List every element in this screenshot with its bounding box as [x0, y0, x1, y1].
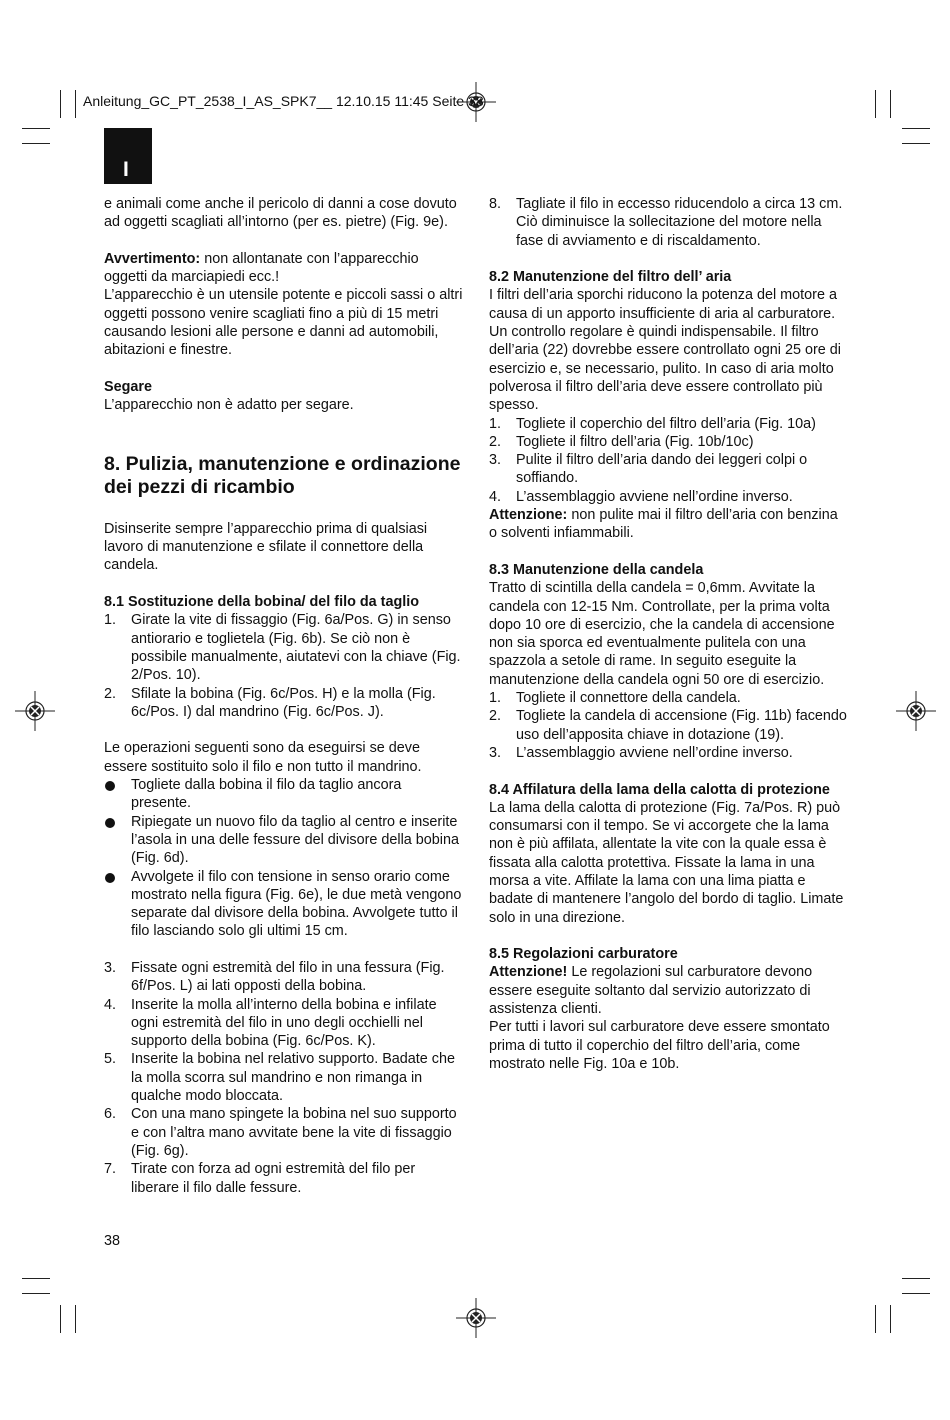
- right-column: [489, 195, 849, 1073]
- list-number: 3.: [489, 452, 502, 469]
- list-text: Girate la vite di fissaggio (Fig. 6a/Pos. G) in senso antiorario e toglietela (Fig. 6b). Se ciò non è possibile manualmente, aiutatevi con la chiave (Fig. 2/Pos. 10).: [131, 612, 461, 684]
- warning-paragraph: [104, 250, 464, 287]
- list-text: Togliete dalla bobina il filo da taglio ancora presente.: [131, 777, 402, 812]
- paragraph: Disinserite sempre l’apparecchio prima di qualsiasi lavoro di manutenzione e sfilate il connettore della candela.: [104, 520, 428, 574]
- list-item: [489, 488, 849, 506]
- subheading-8-4: 8.4 Affilatura della lama della calotta di protezione: [489, 781, 830, 798]
- crop-mark: [875, 1305, 876, 1333]
- crop-mark: [890, 90, 891, 118]
- list-number: 1.: [489, 690, 502, 707]
- list-item: [489, 707, 849, 744]
- list-number: 1.: [489, 415, 502, 432]
- caution-paragraph: [489, 506, 849, 543]
- numbered-list: [104, 611, 464, 721]
- list-text: Fissate ogni estremità del filo in una fessura (Fig. 6f/Pos. L) ai lati opposti della bobina.: [131, 959, 445, 995]
- numbered-list: [489, 689, 849, 762]
- list-number: 4.: [489, 488, 502, 505]
- left-column: [104, 195, 464, 1197]
- caution-text: non pulite mai il filtro dell’aria con benzina o solventi infiammabili.: [489, 507, 838, 542]
- numbered-list: [489, 415, 849, 506]
- crop-mark: [902, 128, 930, 129]
- list-item: [104, 776, 464, 813]
- list-item: [489, 433, 849, 451]
- crop-mark: [60, 90, 61, 118]
- caution-text: Le regolazioni sul carburatore devono essere eseguite soltanto dal servizio autorizzato di assistenza clienti.: [489, 964, 813, 1018]
- list-item: [104, 868, 464, 941]
- list-number: 1.: [104, 612, 117, 629]
- page-number: 38: [104, 1233, 121, 1249]
- list-text: Inserite la molla all’interno della bobina e infilate ogni estremità del filo in uno degli occhielli nel supporto della bobina (Fig. 6c/Pos. K).: [131, 996, 437, 1050]
- list-item: [489, 195, 849, 250]
- list-item: [104, 813, 464, 868]
- numbered-list: [104, 959, 464, 1197]
- list-item: [104, 1050, 464, 1105]
- list-text: Tirate con forza ad ogni estremità del filo per liberare il filo dalle fessure.: [131, 1161, 416, 1196]
- crosshair-circle-icon: [896, 691, 936, 731]
- list-text: Sfilate la bobina (Fig. 6c/Pos. H) e la molla (Fig. 6c/Pos. I) dal mandrino (Fig. 6c/Pos. J).: [131, 685, 436, 720]
- crosshair-circle-icon: [15, 691, 55, 731]
- crop-mark: [60, 1305, 61, 1333]
- list-item: [489, 451, 849, 488]
- subheading-8-1: 8.1 Sostituzione della bobina/ del filo da taglio: [104, 594, 420, 611]
- bullet-list: [104, 776, 464, 941]
- list-number: 2.: [489, 433, 502, 450]
- list-item: [104, 1105, 464, 1160]
- list-text: Inserite la bobina nel relativo supporto. Badate che la molla scorra sul mandrino e non rimanga in qualche modo bloccata.: [131, 1051, 456, 1105]
- crop-mark: [75, 1305, 76, 1333]
- list-text: Tagliate il filo in eccesso riducendolo a circa 13 cm. Ciò diminuisce la sollecitazione del motore nella fase di avviamento e di riscaldamento.: [516, 196, 843, 249]
- section-8-heading: 8. Pulizia, manutenzione e ordinazione dei pezzi di ricambio: [104, 452, 461, 499]
- numbered-list: [489, 195, 849, 250]
- list-number: 4.: [104, 996, 117, 1013]
- list-number: 7.: [104, 1161, 117, 1178]
- crop-mark: [22, 143, 50, 144]
- paragraph: Le operazioni seguenti sono da eseguirsi se deve essere sostituito solo il filo e non tutto il mandrino.: [104, 740, 422, 775]
- list-number: 5.: [104, 1051, 117, 1068]
- caution-label: Attenzione!: [489, 964, 568, 981]
- language-tab: [104, 128, 152, 184]
- list-item: [489, 744, 849, 762]
- bullet-icon: [105, 873, 115, 883]
- caution-paragraph: [489, 963, 849, 1018]
- paragraph: L’apparecchio è un utensile potente e piccoli sassi o altri oggetti possono venire scagliati fino a più di 15 metri causando lesioni alle persone e danni ad automobili, abitazioni e finestre.: [104, 287, 463, 359]
- list-number: 3.: [104, 959, 117, 976]
- list-text: Pulite il filtro dell’aria dando dei leggeri colpi o soffiando.: [516, 452, 808, 487]
- list-text: L’assemblaggio avviene nell’ordine inverso.: [516, 744, 793, 761]
- print-header: Anleitung_GC_PT_2538_I_AS_SPK7__ 12.10.15 11:45 Seite 38: [83, 93, 484, 109]
- subheading-8-5: 8.5 Regolazioni carburatore: [489, 946, 678, 963]
- paragraph: La lama della calotta di protezione (Fig. 7a/Pos. R) può consumarsi con il tempo. Se vi accorgete che la lama non è più affilata, allentate la vite con la quale essa è fissata alla calotta protettiva. Fissate la lama in una morsa a vite. Affilate la lama con una lima piatta e badate di mantenere l’angolo del bordo di taglio. Limate solo in una direzione.: [489, 799, 844, 926]
- list-item: [104, 685, 464, 722]
- language-tab-label: I: [123, 158, 129, 181]
- paragraph: e animali come anche il pericolo di danni a cose dovuto ad oggetti scagliati all’intorno (per es. pietre) (Fig. 9e).: [104, 196, 457, 231]
- list-text: Togliete il coperchio del filtro dell’aria (Fig. 10a): [516, 415, 816, 432]
- list-number: 2.: [104, 685, 117, 702]
- list-item: [489, 415, 849, 433]
- paragraph: L’apparecchio non è adatto per segare.: [104, 397, 354, 414]
- list-number: 3.: [489, 744, 502, 761]
- subheading-8-3: 8.3 Manutenzione della candela: [489, 561, 704, 578]
- crop-mark: [875, 90, 876, 118]
- subheading-8-2: 8.2 Manutenzione del filtro dell’ aria: [489, 269, 732, 286]
- list-item: [104, 959, 464, 996]
- list-number: 6.: [104, 1106, 117, 1123]
- bullet-icon: [105, 781, 115, 791]
- list-item: [104, 611, 464, 684]
- list-item: [104, 1160, 464, 1197]
- list-text: Ripiegate un nuovo filo da taglio al centro e inserite l’asola in una delle fessure del divisore della bobina (Fig. 6d).: [131, 813, 459, 867]
- crop-mark: [902, 143, 930, 144]
- list-text: Togliete il connettore della candela.: [516, 690, 741, 707]
- list-item: [489, 689, 849, 707]
- list-text: Con una mano spingete la bobina nel suo supporto e con l’altra mano avvitate bene la vite di fissaggio (Fig. 6g).: [131, 1106, 457, 1159]
- crop-mark: [22, 1293, 50, 1294]
- crop-mark: [22, 1278, 50, 1279]
- crop-mark: [902, 1278, 930, 1279]
- list-text: L’assemblaggio avviene nell’ordine inverso.: [516, 488, 793, 505]
- list-text: Togliete il filtro dell’aria (Fig. 10b/10c): [516, 433, 754, 450]
- list-number: 2.: [489, 708, 502, 725]
- crosshair-circle-icon: [456, 1298, 496, 1338]
- list-text: Avvolgete il filo con tensione in senso orario come mostrato nella figura (Fig. 6e), le due metà vengono separate dal divisore della bobina. Avvolgete tutto il filo lasciando solo gli ultimi 15 cm.: [131, 868, 462, 940]
- crop-mark: [902, 1293, 930, 1294]
- bullet-icon: [105, 818, 115, 828]
- list-item: [104, 996, 464, 1051]
- crop-mark: [890, 1305, 891, 1333]
- crop-mark: [22, 128, 50, 129]
- subheading-segare: Segare: [104, 378, 152, 395]
- list-text: Togliete la candela di accensione (Fig. 11b) facendo uso dell’apposita chiave in dotazione (19).: [516, 708, 847, 743]
- caution-label: Attenzione:: [489, 507, 568, 524]
- warning-text: non allontanate con l’apparecchio oggetti da marciapiedi ecc.!: [104, 250, 419, 286]
- warning-label: Avvertimento:: [104, 250, 201, 267]
- list-number: 8.: [489, 196, 502, 212]
- crop-mark: [75, 90, 76, 118]
- paragraph: I filtri dell’aria sporchi riducono la potenza del motore a causa di un apporto insufficiente di aria al carburatore. Un controllo regolare è quindi indispensabile. Il filtro dell’aria (22) dovrebbe essere controllato ogni 25 ore di esercizio e, se necessario, pulito. In caso di aria molto polverosa il filtro dell’aria deve essere controllato più spesso.: [489, 287, 841, 414]
- paragraph: Per tutti i lavori sul carburatore deve essere smontato prima di tutto il coperchio del filtro dell’aria, come mostrato nelle Fig. 10a e 10b.: [489, 1019, 830, 1072]
- paragraph: Tratto di scintilla della candela = 0,6mm. Avvitate la candela con 12-15 Nm. Controllate, per la prima volta dopo 10 ore di esercizio, che la candela di accensione non sia sporca ed eventualmente pulitela con una spazzola a setole di rame. In seguito eseguite la manutenzione della candela ogni 50 ore di esercizio.: [489, 580, 835, 688]
